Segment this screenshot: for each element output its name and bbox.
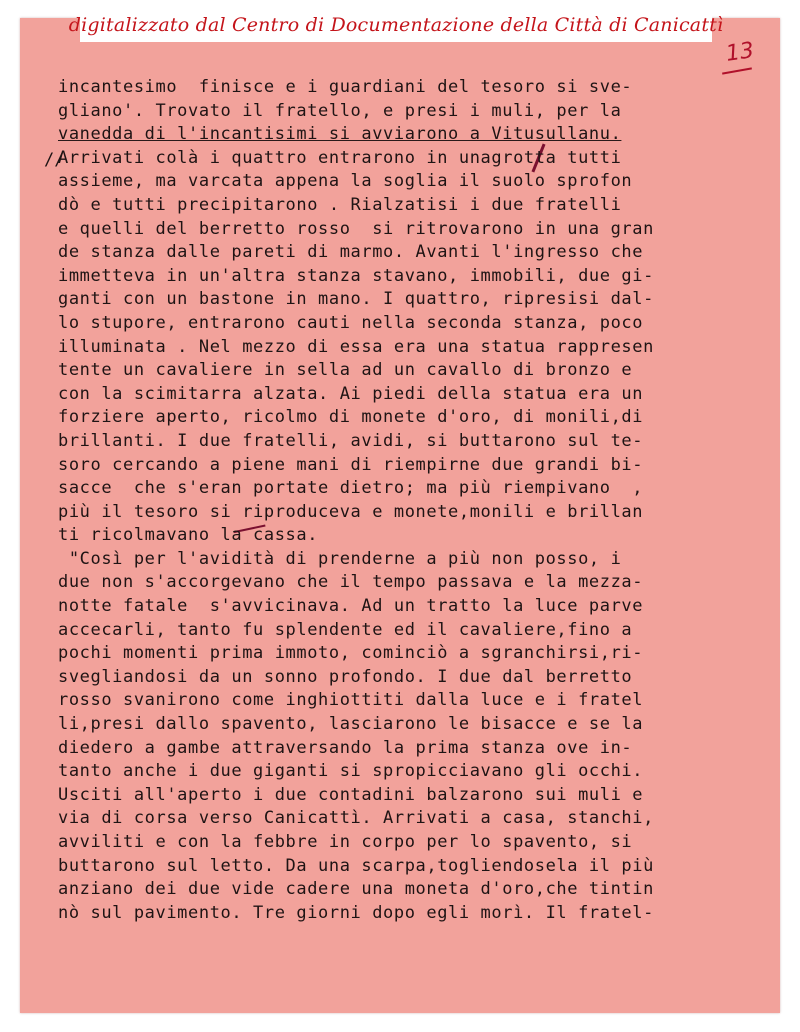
text-line: "Così per l'avidità di prenderne a più non posso, i bbox=[58, 548, 622, 569]
text-line: illuminata . Nel mezzo di essa era una statua rappresen bbox=[58, 336, 654, 357]
text-line: avviliti e con la febbre in corpo per lo spavento, si bbox=[58, 832, 633, 852]
text-line: accecarli, tanto fu splendente ed il cavaliere,fino a bbox=[58, 619, 633, 640]
text-line: lo stupore, entrarono cauti nella seconda stanza, poco bbox=[58, 312, 644, 333]
text-line: due non s'accorgevano che il tempo passava e la mezza- bbox=[58, 572, 644, 593]
text-line: dò e tutti precipitarono . Rialzatisi i due fratelli bbox=[58, 194, 622, 215]
text-line: buttarono sul letto. Da una scarpa,togliendosela il più bbox=[58, 855, 654, 876]
text-line: incantesimo finisce e i guardiani del tesoro si sve- bbox=[58, 77, 633, 97]
text-line: svegliandosi da un sonno profondo. I due dal berretto bbox=[58, 666, 633, 687]
text-line: forziere aperto, ricolmo di monete d'oro, di monili,di bbox=[58, 407, 644, 428]
text-line: assieme, ma varcata appena la soglia il suolo sprofon bbox=[58, 171, 633, 192]
text-line: via di corsa verso Canicattì. Arrivati a casa, stanchi, bbox=[58, 808, 654, 829]
text-line: sacce che s'eran portate dietro; ma più riempivano , bbox=[58, 478, 644, 499]
text-line: soro cercando a piene mani di riempirne due grandi bi- bbox=[58, 454, 644, 475]
banner-text: digitalizzato dal Centro di Documentazione della Città di Canicattì bbox=[68, 14, 724, 36]
text-line-underlined: vanedda di l'incantisimi si avviarono a Vitusullanu. bbox=[58, 124, 622, 145]
text-line: con la scimitarra alzata. Ai piedi della statua era un bbox=[58, 383, 644, 404]
text-line: più il tesoro si riproduceva e monete,monili e brillan bbox=[58, 501, 644, 522]
text-line: anziano dei due vide cadere una moneta d'oro,che tintin bbox=[58, 879, 654, 900]
text-line: gliano'. Trovato il fratello, e presi i muli, per la bbox=[58, 100, 622, 121]
body-text bbox=[58, 76, 758, 925]
digitization-banner bbox=[68, 8, 724, 42]
text-line: tanto anche i due giganti si spropicciavano gli occhi. bbox=[58, 761, 644, 782]
text-line: diedero a gambe attraversando la prima stanza ove in- bbox=[58, 737, 633, 758]
text-line: Arrivati colà i quattro entrarono in unagrotta tutti bbox=[58, 147, 622, 168]
text-line: ganti con un bastone in mano. I quattro, ripresisi dal- bbox=[58, 289, 654, 310]
text-line: Usciti all'aperto i due contadini balzarono sui muli e bbox=[58, 784, 644, 805]
page-number: 13 bbox=[724, 38, 756, 67]
text-line: de stanza dalle pareti di marmo. Avanti l'ingresso che bbox=[58, 242, 644, 263]
text-line: li,presi dallo spavento, lasciarono le bisacce e se la bbox=[58, 714, 644, 735]
margin-mark: // bbox=[44, 150, 65, 170]
text-line: e quelli del berretto rosso si ritrovarono in una gran bbox=[58, 218, 654, 239]
text-line: pochi momenti prima immoto, cominciò a sgranchirsi,ri- bbox=[58, 643, 644, 664]
text-line: nò sul pavimento. Tre giorni dopo egli morì. Il fratel- bbox=[58, 902, 654, 923]
text-line: rosso svanirono come inghiottiti dalla luce e i fratel bbox=[58, 690, 644, 711]
text-line: ti ricolmavano la cassa. bbox=[58, 525, 319, 546]
text-line: notte fatale s'avvicinava. Ad un tratto la luce parve bbox=[58, 596, 644, 617]
text-line: brillanti. I due fratelli, avidi, si buttarono sul te- bbox=[58, 430, 644, 451]
text-line: tente un cavaliere in sella ad un cavallo di bronzo e bbox=[58, 360, 633, 381]
text-line: immetteva in un'altra stanza stavano, immobili, due gi- bbox=[58, 265, 654, 286]
